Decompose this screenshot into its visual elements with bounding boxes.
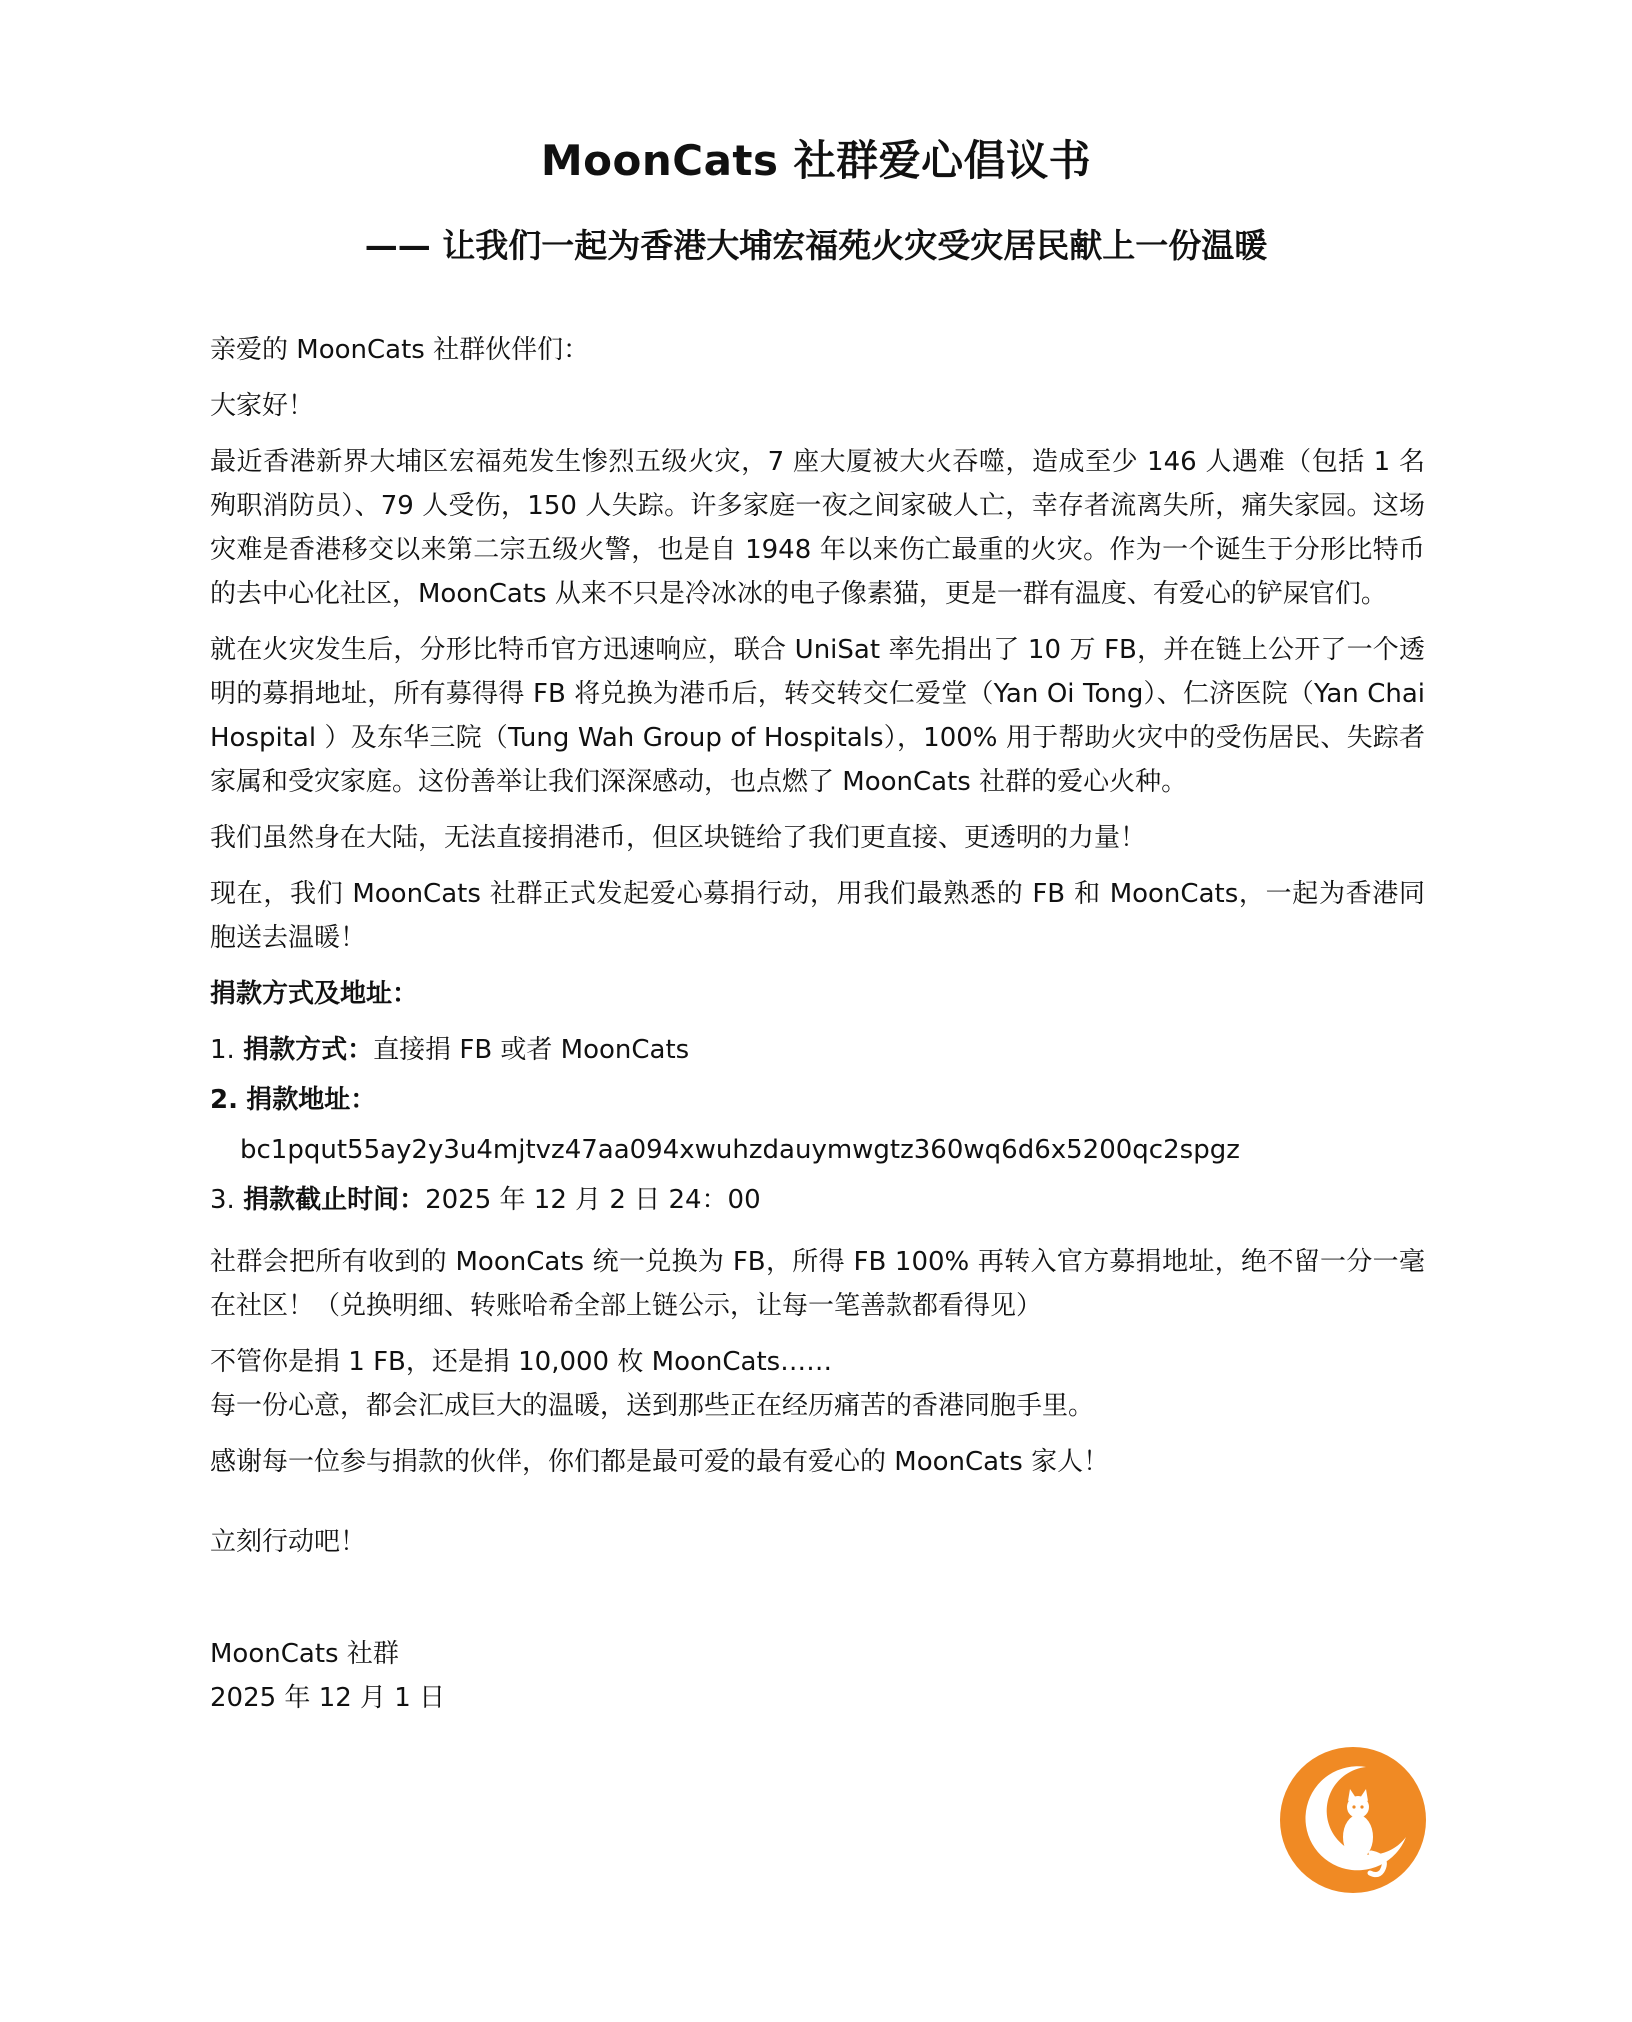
paragraph-thanks: 感谢每一位参与捐款的伙伴，你们都是最可爱的最有爱心的 MoonCats 家人！ xyxy=(210,1447,1110,1477)
donation-address-value[interactable]: bc1pqut55ay2y3u4mjtvz47aa094xwuhzdauymwgtz360wq6d6x5200qc2spgz xyxy=(240,1135,1240,1165)
donation-address xyxy=(210,1078,1425,1122)
paragraph-launch: 现在，我们 MoonCats 社群正式发起爱心募捐行动，用我们最熟悉的 FB 和 MoonCats，一起为香港同胞送去温暖！ xyxy=(210,879,1425,953)
donation-method-label: 捐款方式： xyxy=(243,1035,374,1065)
greeting: 亲爱的 MoonCats 社群伙伴们： xyxy=(210,335,590,365)
donation-address-label: 捐款地址： xyxy=(246,1085,377,1115)
donation-method-number: 1. xyxy=(210,1035,235,1065)
donation-heading: 捐款方式及地址： xyxy=(210,979,419,1009)
paragraph-warmth: 每一份心意，都会汇成巨大的温暖，送到那些正在经历痛苦的香港同胞手里。 xyxy=(210,1391,1095,1421)
document-subtitle: —— 让我们一起为香港大埔宏福苑火灾受灾居民献上一份温暖 xyxy=(364,226,1268,265)
donation-method-value: 直接捐 FB 或者 MoonCats xyxy=(373,1035,690,1065)
donation-deadline xyxy=(210,1178,1425,1222)
call-to-action: 立刻行动吧！ xyxy=(210,1527,367,1557)
donation-deadline-value: 2025 年 12 月 2 日 24：00 xyxy=(425,1185,761,1215)
donation-deadline-label: 捐款截止时间： xyxy=(243,1185,426,1215)
letter-body xyxy=(210,328,1425,1732)
paragraph-official-response: 就在火灾发生后，分形比特币官方迅速响应，联合 UniSat 率先捐出了 10 万 FB，并在链上公开了一个透明的募捐地址，所有募得得 FB 将兑换为港币后，转交转交仁爱堂（Yan Oi Tong）、仁济医院（Yan Chai Hospital ）及东华三院（Tung Wah Group of Hospitals），100% 用于帮助火灾中的受伤居民、失踪者家属和受灾家庭。这份善举让我们深深感动，也点燃了 MoonCats 社群的爱心火种。 xyxy=(210,635,1425,797)
mooncats-logo-icon xyxy=(1278,1745,1428,1895)
donation-method xyxy=(210,1028,1425,1072)
document-title: MoonCats 社群爱心倡议书 xyxy=(540,136,1092,185)
paragraph-fire: 最近香港新界大埔区宏福苑发生惨烈五级火灾，7 座大厦被大火吞噬，造成至少 146 人遇难（包括 1 名殉职消防员）、79 人受伤，150 人失踪。许多家庭一夜之间家破人亡，幸存者流离失所，痛失家园。这场灾难是香港移交以来第二宗五级火警，也是自 1948 年以来伤亡最重的火灾。作为一个诞生于分形比特币的去中心化社区，MoonCats 从来不只是冷冰冰的电子像素猫，更是一群有温度、有爱心的铲屎官们。 xyxy=(210,447,1425,609)
signature: MoonCats 社群 xyxy=(210,1639,399,1669)
paragraph-blockchain: 我们虽然身在大陆，无法直接捐港币，但区块链给了我们更直接、更透明的力量！ xyxy=(210,823,1147,853)
paragraph-any-amount: 不管你是捐 1 FB，还是捐 10,000 枚 MoonCats…… xyxy=(210,1347,833,1377)
donation-address-number: 2. xyxy=(210,1085,238,1115)
donation-deadline-number: 3. xyxy=(210,1185,235,1215)
paragraph-exchange: 社群会把所有收到的 MoonCats 统一兑换为 FB，所得 FB 100% 再转入官方募捐地址，绝不留一分一毫在社区！（兑换明细、转账哈希全部上链公示，让每一笔善款都看得见） xyxy=(210,1247,1425,1321)
hello: 大家好！ xyxy=(210,391,315,421)
signature-date: 2025 年 12 月 1 日 xyxy=(210,1683,446,1713)
